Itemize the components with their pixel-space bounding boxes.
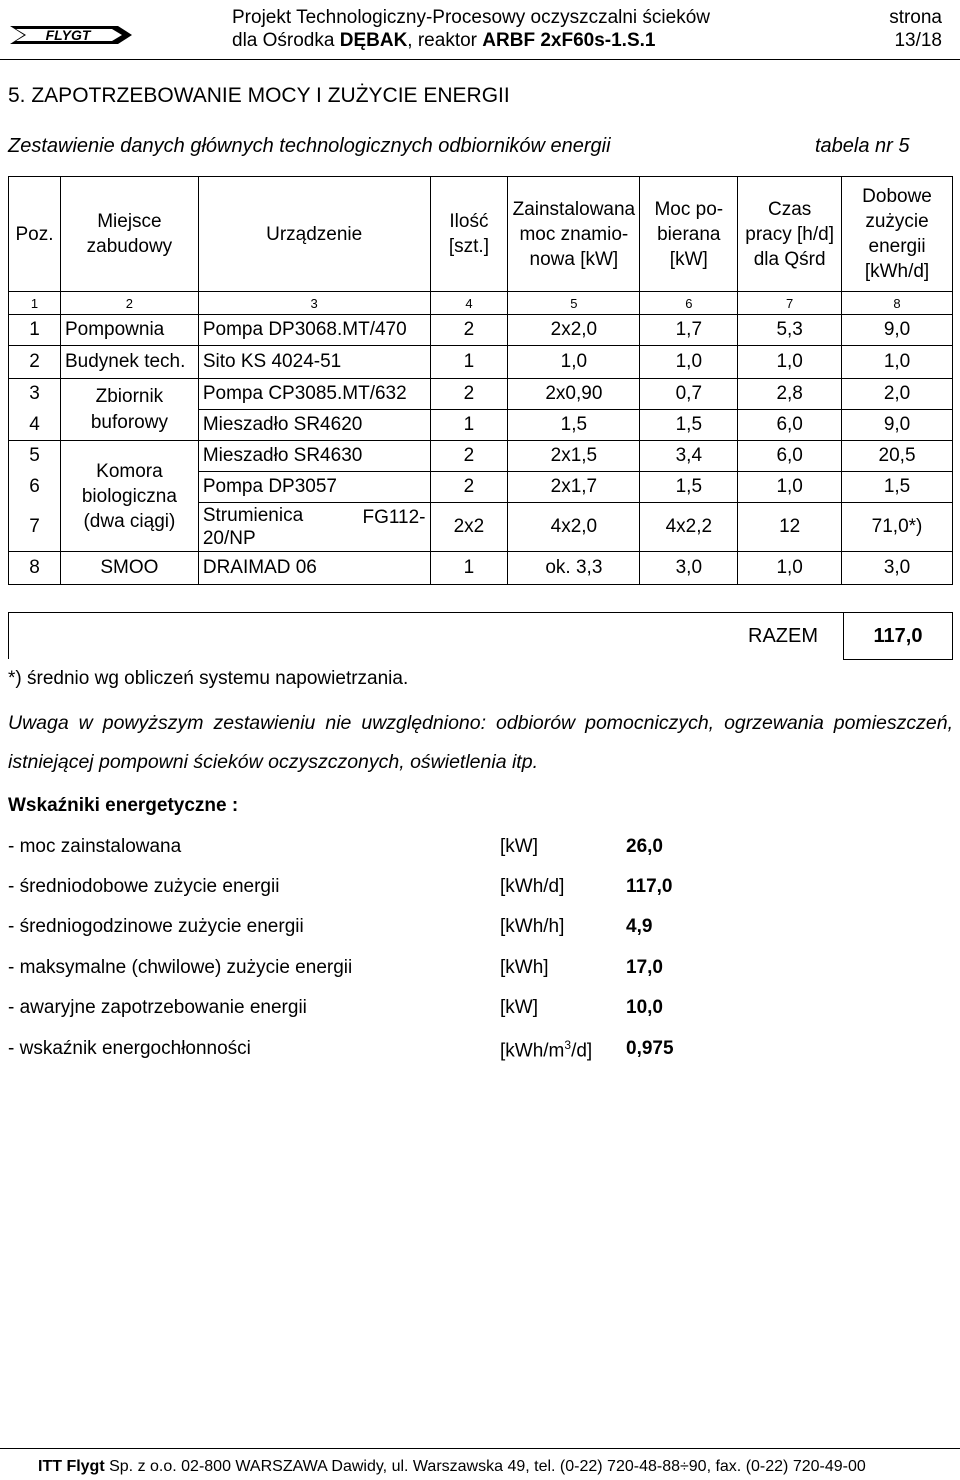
- footer-address: Sp. z o.o. 02-800 WARSZAWA Dawidy, ul. Warszawska 49, tel. (0-22) 720-48-88÷90, fax. (0-22) 720-49-00: [104, 1458, 866, 1475]
- cell-poz: 4: [9, 410, 61, 441]
- cell-moc-zainst: 2x1,5: [508, 441, 640, 472]
- cell-moc-pob: 0,7: [640, 379, 738, 410]
- footer-text: [38, 1458, 866, 1476]
- cell-urzadzenie: Pompa DP3057: [198, 472, 430, 503]
- cell-zuzycie: 9,0: [842, 315, 953, 346]
- cell-miejsce: Pompownia: [60, 315, 198, 346]
- cell-czas: 6,0: [738, 441, 842, 472]
- cell-ilosc: 1: [430, 410, 508, 441]
- project-line-2-prefix: dla Ośrodka: [232, 30, 340, 51]
- indicator-value: 117,0: [626, 876, 673, 897]
- indicator-unit: [kW]: [500, 836, 538, 857]
- miejsce-komora: Komora: [96, 460, 163, 482]
- header-ilosc: Ilość [szt.]: [430, 177, 508, 292]
- header-numbers-row: [9, 292, 953, 315]
- cell-poz: 7: [9, 503, 61, 552]
- cell-poz: 8: [9, 552, 61, 585]
- header-moc-zainst: Zainstalowana moc znamio-nowa [kW]: [508, 177, 640, 292]
- indicator-value: 10,0: [626, 997, 663, 1018]
- indicator-value: 26,0: [626, 836, 663, 857]
- cell-moc-pob: 1,0: [640, 346, 738, 379]
- page-number: 13/18: [894, 30, 942, 51]
- header-number: 2: [60, 292, 198, 315]
- cell-miejsce: Budynek tech.: [60, 346, 198, 379]
- razem-label: RAZEM: [748, 625, 818, 647]
- razem-value: 117,0: [843, 612, 953, 660]
- footer-company: ITT Flygt: [38, 1458, 105, 1475]
- project-line-2-bold2: ARBF 2xF60s-1.S.1: [482, 30, 656, 51]
- cell-czas: 12: [738, 503, 842, 552]
- cell-zuzycie: 1,0: [842, 346, 953, 379]
- indicator-unit: [kWh]: [500, 957, 549, 978]
- miejsce-buforowy: buforowy: [90, 411, 168, 433]
- project-line-2-bold: DĘBAK: [339, 30, 408, 51]
- indicator-unit-prefix: [kWh/m: [500, 1040, 565, 1062]
- urzadzenie-fg112: FG112-: [362, 507, 426, 528]
- table-row: [9, 379, 953, 410]
- indicator-unit: [500, 1038, 592, 1062]
- table-row: [9, 346, 953, 379]
- indicator-label: - średniodobowe zużycie energii: [8, 876, 280, 897]
- cell-urzadzenie: Sito KS 4024-51: [198, 346, 430, 379]
- header-czas: Czas pracy [h/d] dla Qśrd: [738, 177, 842, 292]
- cell-zuzycie: 1,5: [842, 472, 953, 503]
- cell-moc-zainst: 2x1,7: [508, 472, 640, 503]
- cell-moc-pob: 1,5: [640, 472, 738, 503]
- indicator-label: - moc zainstalowana: [8, 836, 182, 857]
- cell-moc-zainst: ok. 3,3: [508, 552, 640, 585]
- table-number: tabela nr 5: [815, 135, 910, 157]
- table-subtitle: Zestawienie danych głównych technologicznych odbiorników energii: [8, 135, 611, 157]
- cell-urzadzenie: Pompa DP3068.MT/470: [198, 315, 430, 346]
- cell-urzadzenie: Pompa CP3085.MT/632: [198, 379, 430, 410]
- cell-moc-zainst: 1,0: [508, 346, 640, 379]
- cell-czas: 1,0: [738, 552, 842, 585]
- header-moc-pob: Moc po-bierana [kW]: [640, 177, 738, 292]
- header-divider: [0, 59, 960, 60]
- cell-ilosc: 1: [430, 552, 508, 585]
- cell-urzadzenie: [198, 503, 430, 552]
- miejsce-biologiczna: biologiczna: [81, 485, 177, 507]
- cell-moc-pob: 1,7: [640, 315, 738, 346]
- section-title: 5. ZAPOTRZEBOWANIE MOCY I ZUŻYCIE ENERGII: [8, 84, 510, 107]
- indicator-unit: [kWh/d]: [500, 876, 565, 897]
- cell-ilosc: 2: [430, 472, 508, 503]
- project-title: [232, 6, 710, 52]
- cell-moc-zainst: 4x2,0: [508, 503, 640, 552]
- cell-moc-pob: 4x2,2: [640, 503, 738, 552]
- cell-czas: 6,0: [738, 410, 842, 441]
- header-number: 8: [842, 292, 953, 315]
- indicator-label: - średniogodzinowe zużycie energii: [8, 916, 304, 937]
- urzadzenie-strumienica: Strumienica: [202, 505, 304, 526]
- indicator-value: 4,9: [626, 916, 653, 937]
- cell-ilosc: 2: [430, 441, 508, 472]
- project-line-2: [232, 29, 710, 52]
- cell-poz: 2: [9, 346, 61, 379]
- header-number: 5: [508, 292, 640, 315]
- miejsce-dwa-ciagi: (dwa ciągi): [83, 510, 176, 532]
- indicator-value: 17,0: [626, 957, 663, 978]
- cell-miejsce-group: [60, 379, 198, 441]
- cell-czas: 1,0: [738, 472, 842, 503]
- header-urzadzenie: Urządzenie: [198, 177, 430, 292]
- page-label: strona: [889, 7, 942, 28]
- cell-poz: 6: [9, 472, 61, 503]
- cell-moc-pob: 3,4: [640, 441, 738, 472]
- header-miejsce: Miejsce zabudowy: [60, 177, 198, 292]
- flygt-logo: [8, 20, 134, 50]
- table-header-row: [9, 177, 953, 292]
- indicator-unit: [kW]: [500, 997, 538, 1018]
- cell-ilosc: 1: [430, 346, 508, 379]
- footnote: *) średnio wg obliczeń systemu napowietrzania.: [8, 668, 409, 689]
- header-number: 7: [738, 292, 842, 315]
- cell-miejsce-group: [60, 441, 198, 552]
- project-line-1: Projekt Technologiczny-Procesowy oczyszczalni ścieków: [232, 7, 711, 28]
- indicator-unit-sup: 3: [564, 1038, 572, 1052]
- cell-zuzycie: 2,0: [842, 379, 953, 410]
- header-number: 1: [9, 292, 61, 315]
- cell-czas: 2,8: [738, 379, 842, 410]
- indicator-label: - maksymalne (chwilowe) zużycie energii: [8, 957, 353, 978]
- cell-urzadzenie: Mieszadło SR4630: [198, 441, 430, 472]
- project-line-2-mid: , reaktor: [407, 30, 483, 51]
- header-zuzycie: Dobowe zużycie energii [kWh/d]: [842, 177, 953, 292]
- cell-moc-zainst: 2x0,90: [508, 379, 640, 410]
- cell-czas: 1,0: [738, 346, 842, 379]
- indicator-unit: [kWh/h]: [500, 916, 565, 937]
- page-indicator: [889, 6, 942, 52]
- cell-poz: 3: [9, 379, 61, 410]
- cell-urzadzenie: DRAIMAD 06: [198, 552, 430, 585]
- miejsce-zbiornik: Zbiornik: [95, 385, 164, 407]
- header-number: 3: [198, 292, 430, 315]
- header-number: 6: [640, 292, 738, 315]
- razem-frame: [8, 612, 844, 659]
- cell-moc-zainst: 1,5: [508, 410, 640, 441]
- cell-ilosc: 2: [430, 379, 508, 410]
- indicator-label: - awaryjne zapotrzebowanie energii: [8, 997, 307, 1018]
- header-poz: Poz.: [9, 177, 61, 292]
- cell-zuzycie: 3,0: [842, 552, 953, 585]
- table-row: [9, 441, 953, 472]
- cell-moc-pob: 1,5: [640, 410, 738, 441]
- cell-poz: 5: [9, 441, 61, 472]
- footer-divider: [0, 1448, 960, 1449]
- header-number: 4: [430, 292, 508, 315]
- indicators-title: Wskaźniki energetyczne :: [8, 795, 239, 816]
- cell-zuzycie: 20,5: [842, 441, 953, 472]
- table-row: [9, 552, 953, 585]
- energy-table: [8, 176, 953, 585]
- cell-miejsce: SMOO: [60, 552, 198, 585]
- cell-ilosc: 2: [430, 315, 508, 346]
- table-row: [9, 315, 953, 346]
- cell-zuzycie: 71,0*): [842, 503, 953, 552]
- cell-ilosc: 2x2: [430, 503, 508, 552]
- logo-text: FLYGT: [45, 27, 91, 43]
- cell-zuzycie: 9,0: [842, 410, 953, 441]
- cell-moc-zainst: 2x2,0: [508, 315, 640, 346]
- cell-czas: 5,3: [738, 315, 842, 346]
- indicator-label: - wskaźnik energochłonności: [8, 1038, 251, 1059]
- cell-urzadzenie: Mieszadło SR4620: [198, 410, 430, 441]
- indicator-value: 0,975: [626, 1038, 674, 1059]
- cell-moc-pob: 3,0: [640, 552, 738, 585]
- indicator-unit-suffix: /d]: [571, 1040, 593, 1062]
- note-paragraph: Uwaga w powyższym zestawieniu nie uwzględniono: odbiorów pomocniczych, ogrzewania pomieszczeń, istniejącej pompowni ścieków oczyszczonych, oświetlenia itp.: [8, 712, 953, 773]
- urzadzenie-20np: 20/NP: [202, 528, 256, 549]
- cell-poz: 1: [9, 315, 61, 346]
